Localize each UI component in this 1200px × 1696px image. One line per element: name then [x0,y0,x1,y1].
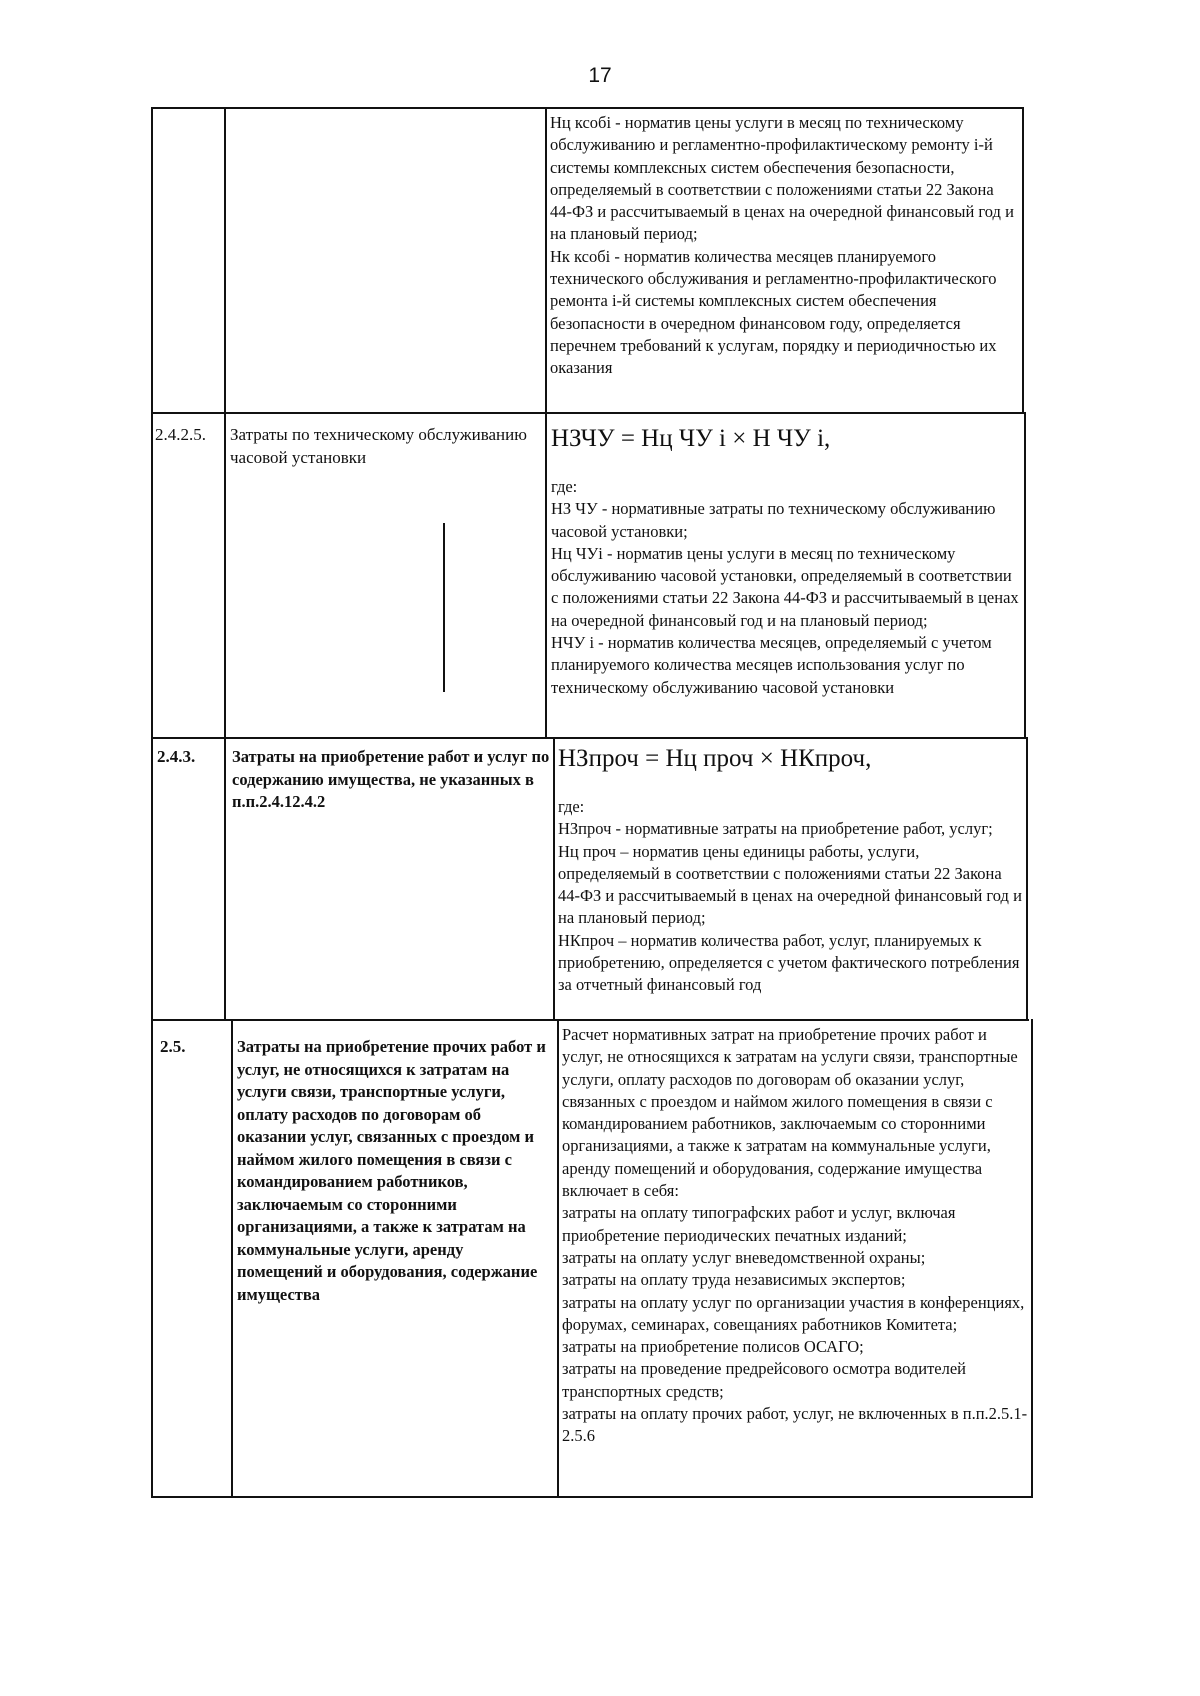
desc-line: затраты на оплату типографских работ и услуг, включая приобретение периодических печатных изданий; [562,1203,956,1245]
desc-line: затраты на оплату труда независимых экспертов; [562,1270,906,1290]
desc-line: затраты на оплату услуг по организации участия в конференциях, форумах, семинарах, совещаниях работников Комитета; [562,1292,1025,1334]
page-number: 17 [588,64,612,87]
desc-line: Нк ксобі - норматив количества месяцев планируемого технического обслуживания и регламентно-профилактического ремонта і-й системы комплексных систем обеспечения безопасности в очередном финансовом году, определяется перечнем требований к услугам, порядку и периодичностью их оказания [550,246,997,378]
row3-description [562,1024,1028,1448]
formula: НЗпроч = Нц проч × НКпроч, [558,745,872,772]
desc-line: Нц ЧУі - норматив цены услуги в месяц по техническому обслуживанию часовой установки, определяемый в соответствии с положениями статьи 22 Закона 44-ФЗ и рассчитываемый в ценах на очередной финансовый год и на плановый период; [551,543,1019,630]
desc-line: НКпроч – норматив количества работ, услуг, планируемых к приобретению, определяется с учетом фактического потребления за отчетный финансовый год [558,930,1020,995]
row3-name: Затраты на приобретение прочих работ и услуг, не относящихся к затратам на услуги связи, транспортные услуги, оплату расходов по договорам об оказании услуг, связанных с проездом и наймом жилого помещения в связи с командированием работников, заключаемым со сторонними организациями, а также к затратам на коммунальные услуги, аренду помещений и оборудования, содержание имущества [237,1037,546,1304]
row3-number: 2.5. [160,1037,186,1056]
row2-number: 2.4.3. [157,747,196,766]
desc-line: Расчет нормативных затрат на приобретение прочих работ и услуг, не относящихся к затратам на услуги связи, транспортные услуги, оплату расходов по договорам об оказании услуг, связанных с проездом и наймом жилого помещения в связи с командированием работников, заключаемым со сторонними организациями, а также к затратам на коммунальные услуги, аренду помещений и оборудования, содержание имущества включает в себя: [562,1025,1018,1201]
desc-line: НЗ ЧУ - нормативные затраты по техническому обслуживанию часовой установки; [551,499,996,541]
desc-line: где: [558,797,585,816]
row2-name: Затраты на приобретение работ и услуг по содержанию имущества, не указанных в п.п.2.4.12.4.2 [232,747,550,811]
row0-description [550,112,1018,380]
row1-name: Затраты по техническому обслуживанию часовой установки [230,425,527,467]
desc-line: затраты на оплату услуг вневедомственной охраны; [562,1247,926,1267]
row2-description [558,744,1024,997]
desc-line: НЧУ і - норматив количества месяцев, определяемый с учетом планируемого количества месяцев использования услуг по техническому обслуживанию часовой установки [551,633,992,697]
desc-line: затраты на приобретение полисов ОСАГО; [562,1337,864,1357]
row1-description [551,424,1021,699]
desc-line: НЗпроч - нормативные затраты на приобретение работ, услуг; [558,819,993,839]
desc-line: затраты на проведение предрейсового осмотра водителей транспортных средств; [562,1359,967,1401]
desc-line: Нц ксобі - норматив цены услуги в месяц по техническому обслуживанию и регламентно-профилактическому ремонту і-й системы комплексных систем обеспечения безопасности, определяемый в соответствии с положениями статьи 22 Закона 44-ФЗ и рассчитываемый в ценах на очередной финансовый год и на плановый период; [550,113,1014,244]
desc-line: Нц проч – норматив цены единицы работы, услуги, определяемый в соответствии с положениями статьи 22 Закона 44-ФЗ и рассчитываемый в ценах на очередной финансовый год и на плановый период; [558,841,1022,928]
desc-line: затраты на оплату прочих работ, услуг, не включенных в п.п.2.5.1-2.5.6 [562,1404,1028,1446]
row1-number: 2.4.2.5. [155,425,206,444]
formula: НЗЧУ = Нц ЧУ і × Н ЧУ і, [551,425,831,452]
desc-line: где: [551,477,578,496]
